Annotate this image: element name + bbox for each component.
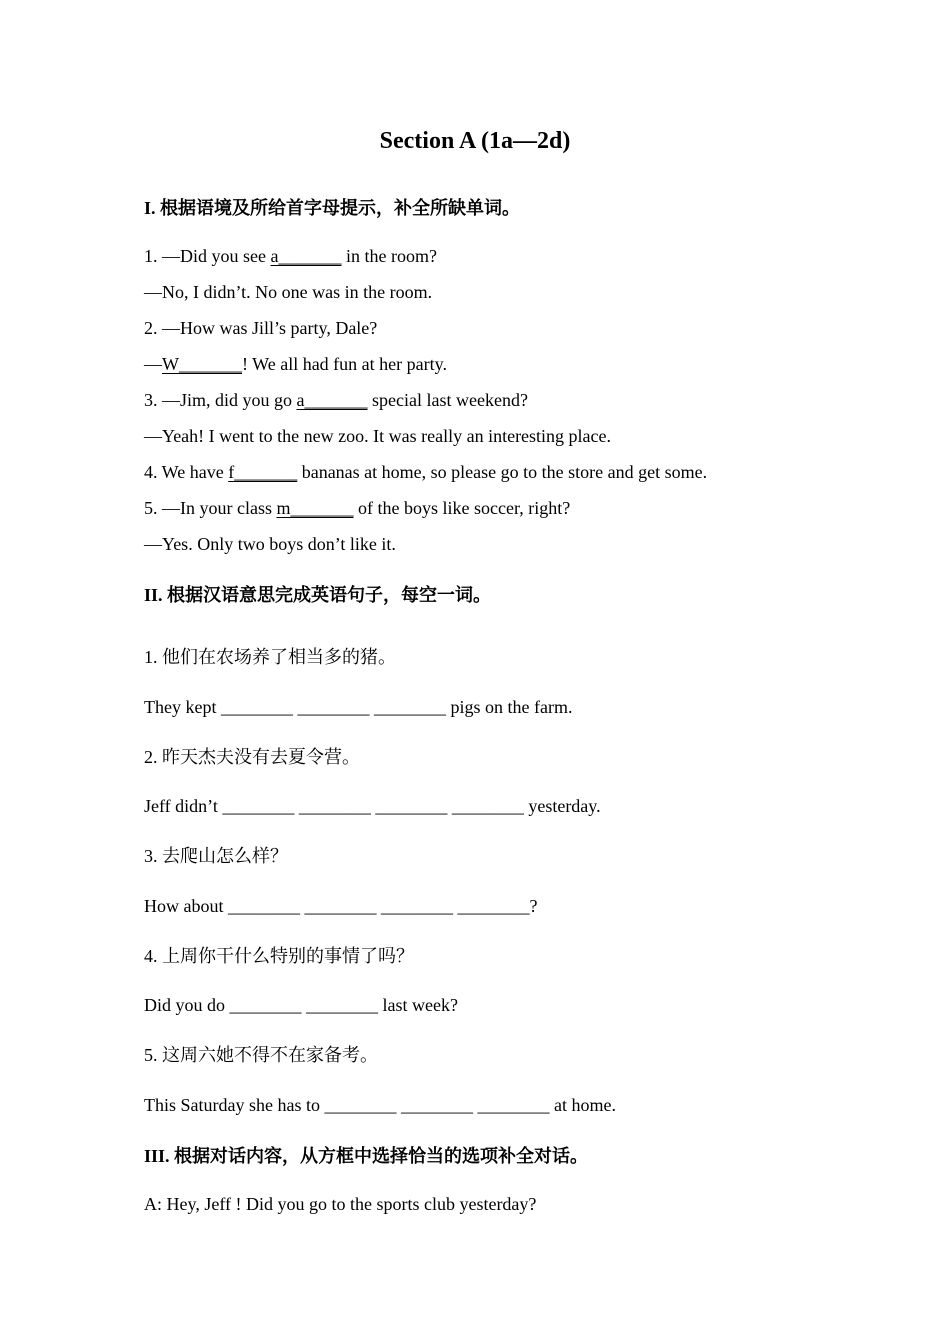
question-5-reply: —Yes. Only two boys don’t like it. <box>144 534 396 554</box>
question-text: ! We all had fun at her party. <box>242 354 447 374</box>
question-3-reply: —Yeah! I went to the new zoo. It was really an interesting place. <box>144 426 612 446</box>
translation-prompt-2: 2. 昨天杰夫没有去夏令营。 <box>144 747 360 767</box>
section-3-heading: III. 根据对话内容，从方框中选择恰当的选项补全对话。 <box>144 1146 589 1166</box>
translation-sentence-4: Did you do ________ ________ last week? <box>144 995 458 1015</box>
question-text: 5. —In your class <box>144 498 277 518</box>
question-4 <box>144 461 707 483</box>
question-1 <box>144 245 437 267</box>
translation-sentence-5: This Saturday she has to ________ ________ ________ at home. <box>144 1095 616 1115</box>
translation-sentence-1: They kept ________ ________ ________ pigs on the farm. <box>144 697 573 717</box>
question-2: 2. —How was Jill’s party, Dale? <box>144 318 378 338</box>
question-2-reply <box>144 353 447 375</box>
dialogue-line-1: A: Hey, Jeff ! Did you go to the sports club yesterday? <box>144 1194 537 1214</box>
question-text: bananas at home, so please go to the store and get some. <box>297 462 708 482</box>
answer-blank: a_______ <box>270 246 342 266</box>
question-text: — <box>144 354 162 374</box>
translation-prompt-4: 4. 上周你干什么特别的事情了吗？ <box>144 946 414 966</box>
question-5 <box>144 497 570 519</box>
translation-prompt-1: 1. 他们在农场养了相当多的猪。 <box>144 647 396 667</box>
question-3 <box>144 389 528 411</box>
question-1-reply: —No, I didn’t. No one was in the room. <box>144 282 433 302</box>
question-text: special last weekend? <box>367 390 528 410</box>
question-text: 4. We have <box>144 462 229 482</box>
question-text: in the room? <box>341 246 437 266</box>
question-text: 1. —Did you see <box>144 246 271 266</box>
question-text: of the boys like soccer, right? <box>353 498 571 518</box>
answer-blank: a_______ <box>296 390 368 410</box>
translation-sentence-2: Jeff didn’t ________ ________ ________ ________ yesterday. <box>144 796 601 816</box>
answer-blank: m_______ <box>276 498 354 518</box>
section-1-heading: I. 根据语境及所给首字母提示，补全所缺单词。 <box>144 198 521 218</box>
translation-prompt-5: 5. 这周六她不得不在家备考。 <box>144 1045 378 1065</box>
answer-blank: W_______ <box>162 354 242 374</box>
translation-sentence-3: How about ________ ________ ________ ________? <box>144 896 538 916</box>
question-text: 3. —Jim, did you go <box>144 390 297 410</box>
translation-prompt-3: 3. 去爬山怎么样？ <box>144 846 288 866</box>
answer-blank: f_______ <box>228 462 298 482</box>
section-2-heading: II. 根据汉语意思完成英语句子，每空一词。 <box>144 585 492 605</box>
page-title: Section A (1a—2d) <box>379 128 571 154</box>
